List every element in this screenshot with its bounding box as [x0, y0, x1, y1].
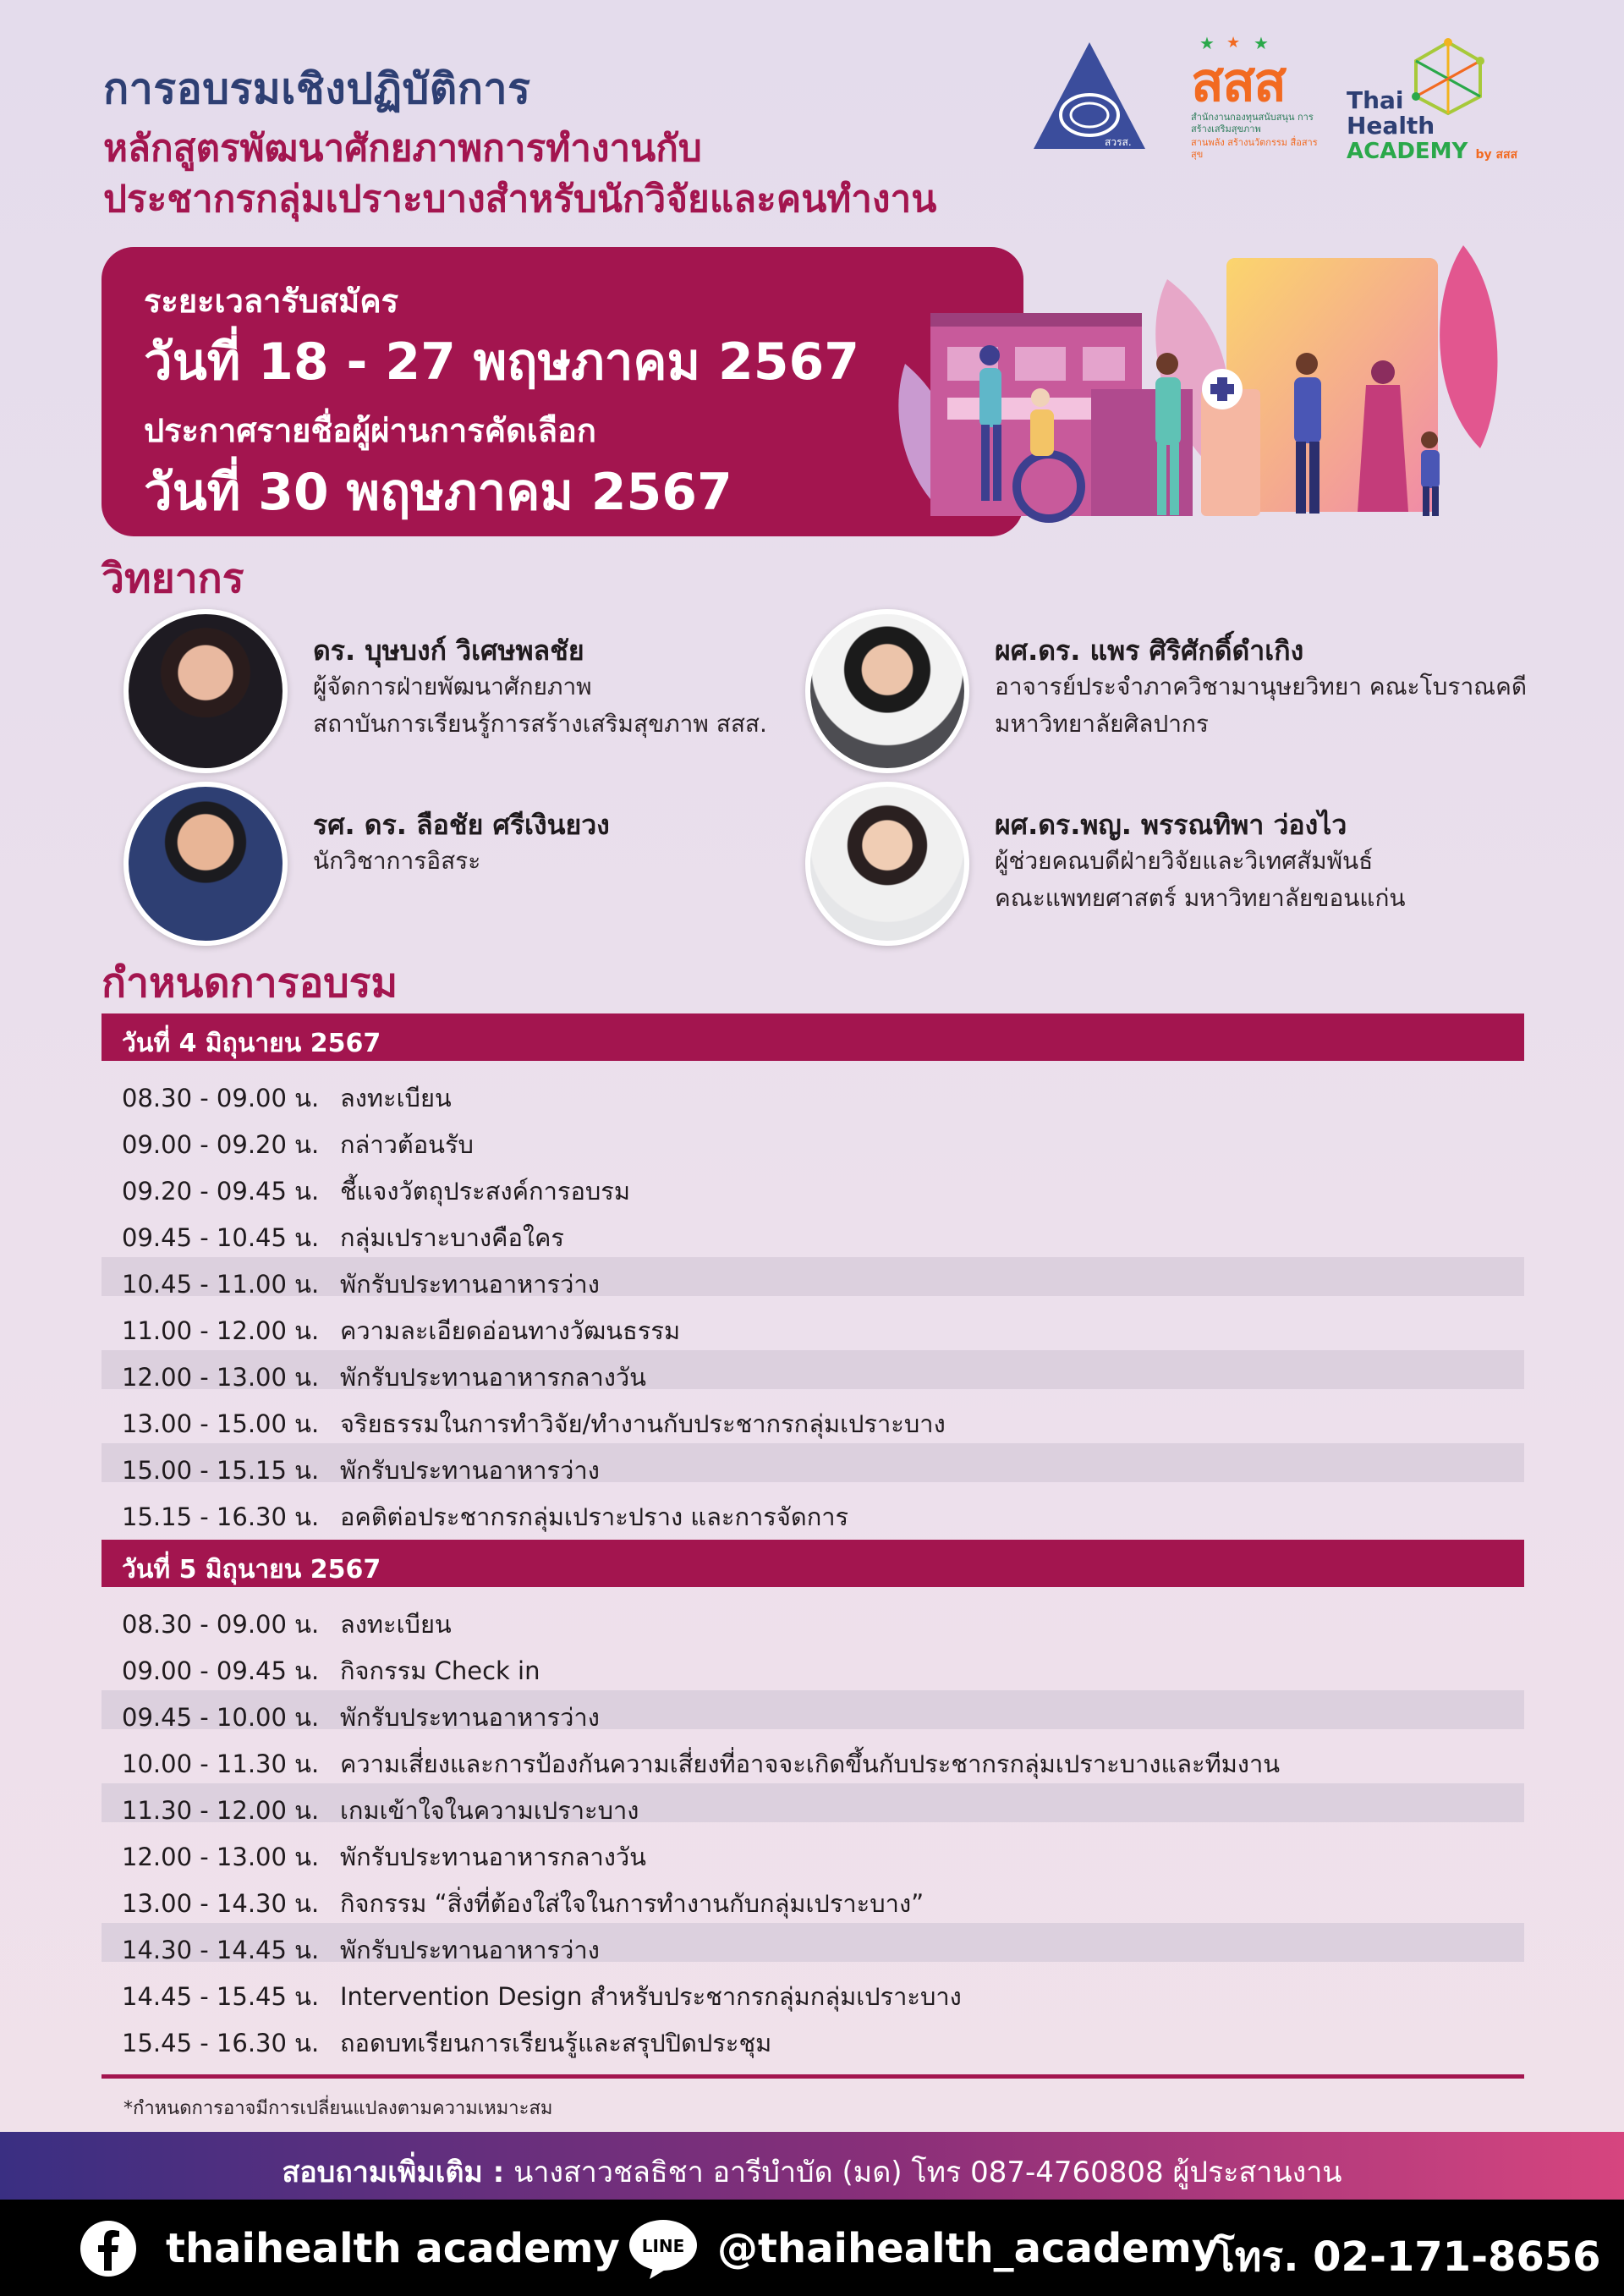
registration-dates: วันที่ 18 - 27 พฤษภาคม 2567 [144, 332, 859, 392]
row-activity: พักรับประทานอาหารว่าง [340, 1936, 600, 1964]
table-row [102, 1644, 1524, 1683]
speaker-2-name: ผศ.ดร. แพร ศิริศักดิ์ดำเกิง [995, 634, 1304, 667]
table-row [102, 1211, 1524, 1250]
day-2-header [102, 1540, 1524, 1587]
svg-text:★: ★ [1226, 34, 1241, 52]
speaker-4-desc-2: คณะแพทยศาสตร์ มหาวิทยาลัยขอนแก่น [995, 884, 1406, 912]
day-1-label: วันที่ 4 มิถุนายน 2567 [122, 1029, 381, 1058]
table-row [102, 1737, 1524, 1776]
row-activity: ถอดบทเรียนการเรียนรู้และสรุปปิดประชุม [340, 2029, 772, 2057]
row-activity: พักรับประทานอาหารว่าง [340, 1456, 600, 1485]
academy-health: Health [1347, 112, 1435, 140]
row-time: 15.00 - 15.15 น. [122, 1456, 320, 1485]
row-activity: ลงทะเบียน [340, 1610, 452, 1639]
row-activity: ลงทะเบียน [340, 1084, 452, 1112]
row-time: 14.30 - 14.45 น. [122, 1936, 320, 1964]
table-row [102, 1830, 1524, 1869]
table-row-break [102, 1257, 1524, 1299]
row-activity: จริยธรรมในการทำวิจัย/ทำงานกับประชากรกลุ่มเปราะบาง [340, 1409, 946, 1438]
table-row [102, 1304, 1524, 1343]
contact-bar [0, 2132, 1624, 2200]
speaker-3-name: รศ. ดร. ลือชัย ศรีเงินยวง [313, 809, 610, 841]
speaker-4-name: ผศ.ดร.พญ. พรรณทิพา ว่องไว [995, 809, 1347, 841]
row-time: 12.00 - 13.00 น. [122, 1363, 320, 1392]
contact-label: สอบถามเพิ่มเติม : [282, 2156, 505, 2189]
day-2-label: วันที่ 5 มิถุนายน 2567 [122, 1555, 381, 1585]
table-row [102, 1597, 1524, 1639]
speaker-1-avatar [123, 609, 288, 773]
sss-tagline: สานพลัง สร้างนวัตกรรม สื่อสารสุข [1191, 137, 1318, 160]
table-row [102, 1397, 1524, 1436]
title-line-1: การอบรมเชิงปฏิบัติการ [103, 64, 531, 113]
row-time: 12.00 - 13.00 น. [122, 1843, 320, 1871]
speaker-2-avatar [805, 609, 969, 773]
line-icon-text: LINE [641, 2236, 685, 2256]
hsri-logo-caption: สวรส. [1105, 136, 1132, 148]
sss-wordmark: สสส [1191, 52, 1286, 114]
schedule-title: กำหนดการอบรม [102, 959, 398, 1007]
table-row [102, 1876, 1524, 1918]
sss-subtitle: สำนักงานกองทุนสนับสนุน การสร้างเสริมสุขภาพ [1191, 112, 1314, 135]
row-time: 09.45 - 10.00 น. [122, 1703, 320, 1732]
line-icon[interactable] [628, 2218, 699, 2281]
speaker-1-desc-1: ผู้จัดการฝ่ายพัฒนาศักยภาพ [313, 673, 592, 700]
announce-date: วันที่ 30 พฤษภาคม 2567 [144, 463, 732, 522]
speaker-1-name: ดร. บุษบงก์ วิเศษพลชัย [313, 634, 584, 667]
svg-text:★: ★ [1254, 34, 1269, 52]
hsri-logo [1030, 37, 1149, 156]
registration-label: ระยะเวลารับสมัคร [144, 283, 399, 320]
row-time: 08.30 - 09.00 น. [122, 1084, 320, 1112]
row-time: 09.00 - 09.45 น. [122, 1656, 320, 1685]
speaker-4-avatar [805, 782, 969, 946]
speaker-1-desc-2: สถาบันการเรียนรู้การสร้างเสริมสุขภาพ สสส. [313, 710, 767, 738]
row-time: 09.45 - 10.45 น. [122, 1223, 320, 1252]
row-time: 13.00 - 14.30 น. [122, 1889, 320, 1918]
speaker-2-desc-1: อาจารย์ประจำภาควิชามานุษยวิทยา คณะโบราณคดี [995, 673, 1528, 700]
row-activity: อคติต่อประชากรกลุ่มเปราะปราง และการจัดการ [340, 1502, 849, 1531]
academy-by: by สสส [1475, 148, 1518, 162]
social-bar [0, 2200, 1624, 2296]
speakers-title: วิทยากร [102, 555, 244, 602]
row-time: 15.45 - 16.30 น. [122, 2029, 320, 2057]
row-activity: พักรับประทานอาหารว่าง [340, 1270, 600, 1299]
row-activity: พักรับประทานอาหารว่าง [340, 1703, 600, 1732]
row-activity: ชี้แจงวัตถุประสงค์การอบรม [340, 1177, 630, 1206]
row-activity: กลุ่มเปราะบางคือใคร [340, 1223, 565, 1252]
title-line-3: ประชากรกลุ่มเปราะบางสำหรับนักวิจัยและคนทำงาน [103, 178, 937, 221]
academy-word: ACADEMY by สสส [1347, 139, 1518, 164]
row-time: 10.45 - 11.00 น. [122, 1270, 320, 1299]
day-1-header [102, 1013, 1524, 1061]
line-handle[interactable]: @thaihealth_academy [717, 2225, 1219, 2272]
table-row [102, 1164, 1524, 1206]
row-activity: Intervention Design สำหรับประชากรกลุ่มกลุ่มเปราะบาง [340, 1982, 962, 2011]
table-row [102, 2016, 1524, 2055]
table-row [102, 1118, 1524, 1159]
table-row [102, 1969, 1524, 2011]
row-time: 11.30 - 12.00 น. [122, 1796, 320, 1825]
speaker-4-desc-1: ผู้ช่วยคณบดีฝ่ายวิจัยและวิเทศสัมพันธ์ [995, 847, 1374, 875]
table-row-break [102, 1690, 1524, 1732]
row-time: 15.15 - 16.30 น. [122, 1502, 320, 1531]
row-time: 08.30 - 09.00 น. [122, 1610, 320, 1639]
announce-label: ประกาศรายชื่อผู้ผ่านการคัดเลือก [144, 412, 596, 449]
row-activity: กิจกรรม Check in [340, 1656, 540, 1685]
row-time: 13.00 - 15.00 น. [122, 1409, 320, 1438]
row-activity: กล่าวต้อนรับ [340, 1130, 474, 1159]
academy-thai: Thai [1347, 86, 1404, 114]
facebook-handle[interactable]: thaihealth academy [166, 2225, 620, 2272]
row-activity: พักรับประทานอาหารกลางวัน [340, 1363, 647, 1392]
speaker-3-avatar [123, 782, 288, 946]
speaker-2-desc-2: มหาวิทยาลัยศิลปากร [995, 710, 1209, 738]
table-row-break [102, 1443, 1524, 1485]
table-row-break [102, 1923, 1524, 1962]
row-time: 10.00 - 11.30 น. [122, 1749, 320, 1778]
community-care-illustration [888, 228, 1514, 550]
table-row [102, 1490, 1524, 1529]
row-time: 09.20 - 09.45 น. [122, 1177, 320, 1206]
row-activity: เกมเข้าใจในความเปราะบาง [340, 1796, 639, 1825]
facebook-icon[interactable] [80, 2220, 137, 2277]
row-activity: กิจกรรม “สิ่งที่ต้องใส่ใจในการทำงานกับกลุ่มเปราะบาง” [340, 1889, 924, 1918]
speaker-3-desc-1: นักวิชาการอิสระ [313, 847, 481, 875]
phone-number[interactable]: โทร. 02-171-8656 [1213, 2233, 1601, 2281]
row-time: 09.00 - 09.20 น. [122, 1130, 320, 1159]
table-row-break [102, 1350, 1524, 1392]
row-activity: ความละเอียดอ่อนทางวัฒนธรรม [340, 1316, 681, 1345]
schedule-end-divider [102, 2074, 1524, 2079]
contact-text [0, 2149, 1624, 2194]
row-activity: ความเสี่ยงและการป้องกันความเสี่ยงที่อาจจะเกิดขึ้นกับประชากรกลุ่มเปราะบางและทีมงาน [340, 1749, 1281, 1778]
schedule-note: *กำหนดการอาจมีการเปลี่ยนแปลงตามความเหมาะสม [123, 2098, 553, 2119]
contact-details: นางสาวชลธิชา อารีบำบัด (มด) โทร 087-4760808 ผู้ประสานงาน [513, 2156, 1342, 2189]
title-line-2: หลักสูตรพัฒนาศักยภาพการทำงานกับ [103, 127, 702, 170]
table-row [102, 1071, 1524, 1110]
stars-icon [1191, 34, 1284, 52]
table-row-break [102, 1783, 1524, 1825]
thaihealth-logo [1191, 34, 1318, 161]
row-activity: พักรับประทานอาหารกลางวัน [340, 1843, 647, 1871]
svg-text:★: ★ [1199, 34, 1215, 52]
row-time: 11.00 - 12.00 น. [122, 1316, 320, 1345]
row-time: 14.45 - 15.45 น. [122, 1982, 320, 2011]
